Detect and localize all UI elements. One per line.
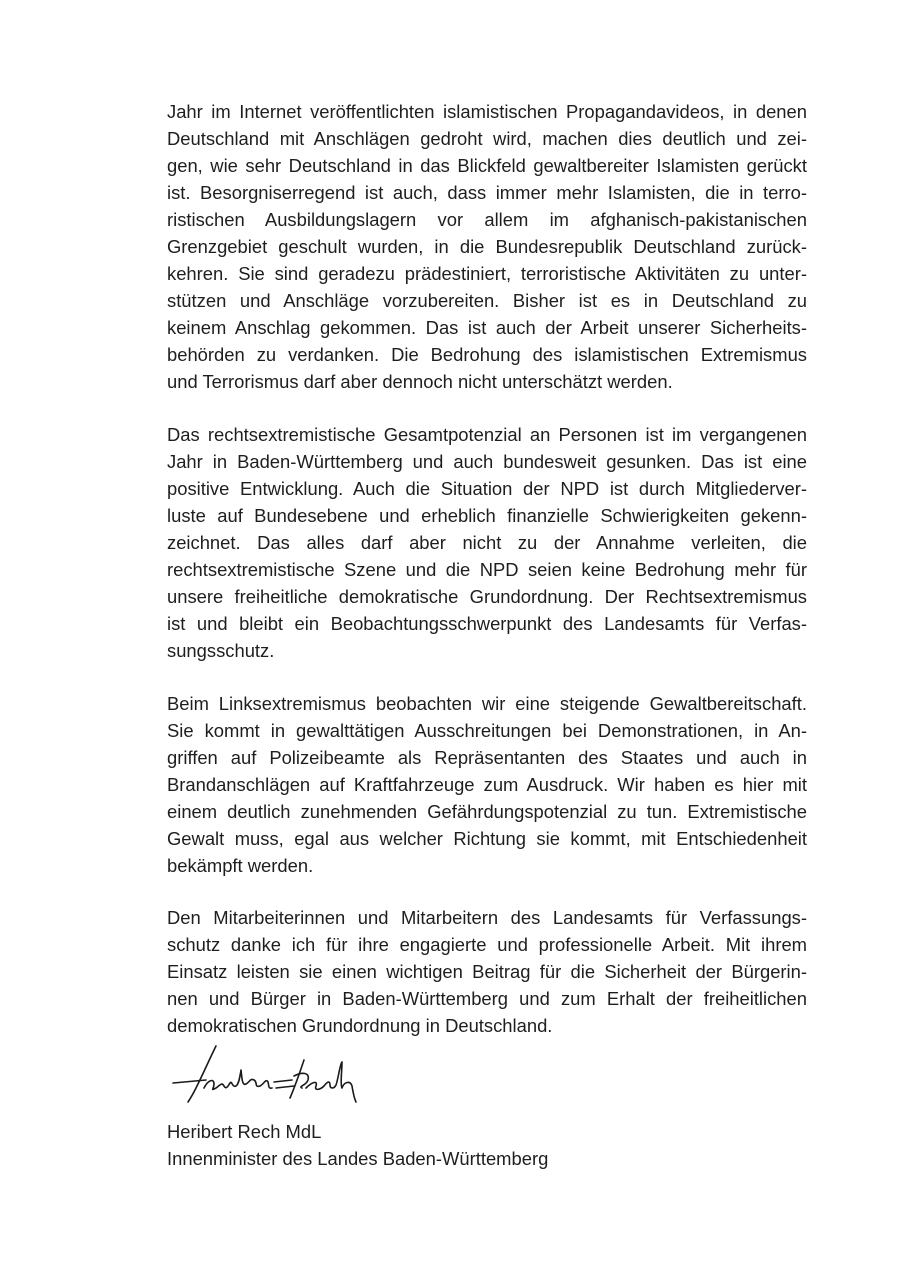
handwritten-signature — [170, 1042, 370, 1108]
signer-block — [167, 1118, 807, 1172]
text-line: Sie kommt in gewalttätigen Ausschreitungen bei Demonstrationen, in An- — [167, 720, 807, 741]
text-line: behörden zu verdanken. Die Bedrohung des islamistischen Extremismus — [167, 344, 807, 365]
text-line: zeichnet. Das alles darf aber nicht zu der Annahme verleiten, die — [167, 532, 807, 553]
text-line: luste auf Bundesebene und erheblich finanzielle Schwierigkeiten gekenn- — [167, 505, 807, 526]
text-line: demokratischen Grundordnung in Deutschland. — [167, 1015, 553, 1036]
text-line: gen, wie sehr Deutschland in das Blickfeld gewaltbereiter Islamisten gerückt — [167, 155, 807, 176]
text-line: Einsatz leisten sie einen wichtigen Beitrag für die Sicherheit der Bürgerin- — [167, 961, 807, 982]
paragraph-thanks — [167, 904, 807, 1039]
text-line: schutz danke ich für ihre engagierte und professionelle Arbeit. Mit ihrem — [167, 934, 807, 955]
text-line: einem deutlich zunehmenden Gefährdungspotenzial zu tun. Extremistische — [167, 801, 807, 822]
text-line: Deutschland mit Anschlägen gedroht wird, machen dies deutlich und zei- — [167, 128, 807, 149]
text-line: ist und bleibt ein Beobachtungsschwerpunkt des Landesamts für Verfas- — [167, 613, 807, 634]
text-line: ristischen Ausbildungslagern vor allem im afghanisch-pakistanischen — [167, 209, 807, 230]
text-line: kehren. Sie sind geradezu prädestiniert, terroristische Aktivitäten zu unter- — [167, 263, 807, 284]
text-line: nen und Bürger in Baden-Württemberg und zum Erhalt der freiheitlichen — [167, 988, 807, 1009]
paragraph-left-extremism — [167, 690, 807, 879]
signer-title: Innenminister des Landes Baden-Württemberg — [167, 1148, 549, 1169]
signer-name: Heribert Rech MdL — [167, 1121, 322, 1142]
text-line: und Terrorismus darf aber dennoch nicht unterschätzt werden. — [167, 371, 673, 392]
signature-graphic — [170, 1042, 370, 1108]
text-line: Grenzgebiet geschult wurden, in die Bundesrepublik Deutschland zurück- — [167, 236, 807, 257]
text-line: positive Entwicklung. Auch die Situation der NPD ist durch Mitgliederver- — [167, 478, 807, 499]
text-line: griffen auf Polizeibeamte als Repräsentanten des Staates und auch in — [167, 747, 807, 768]
text-line: unsere freiheitliche demokratische Grundordnung. Der Rechtsextremismus — [167, 586, 807, 607]
text-line: Jahr in Baden-Württemberg und auch bundesweit gesunken. Das ist eine — [167, 451, 807, 472]
text-line: Jahr im Internet veröffentlichten islamistischen Propagandavideos, in denen — [167, 101, 807, 122]
text-line: rechtsextremistische Szene und die NPD seien keine Bedrohung mehr für — [167, 559, 807, 580]
text-line: Beim Linksextremismus beobachten wir eine steigende Gewaltbereitschaft. — [167, 693, 807, 714]
text-line: sungsschutz. — [167, 640, 275, 661]
text-line: keinem Anschlag gekommen. Das ist auch der Arbeit unserer Sicherheits- — [167, 317, 807, 338]
text-line: ist. Besorgniserregend ist auch, dass immer mehr Islamisten, die in terro- — [167, 182, 807, 203]
text-line: Brandanschlägen auf Kraftfahrzeuge zum Ausdruck. Wir haben es hier mit — [167, 774, 807, 795]
text-line: Gewalt muss, egal aus welcher Richtung sie kommt, mit Entschiedenheit — [167, 828, 807, 849]
text-line: Den Mitarbeiterinnen und Mitarbeitern des Landesamts für Verfassungs- — [167, 907, 807, 928]
paragraph-right-extremism — [167, 421, 807, 664]
paragraph-islamism — [167, 98, 807, 395]
text-line: Das rechtsextremistische Gesamtpotenzial an Personen ist im vergangenen — [167, 424, 807, 445]
text-line: bekämpft werden. — [167, 855, 314, 876]
text-line: stützen und Anschläge vorzubereiten. Bisher ist es in Deutschland zu — [167, 290, 807, 311]
